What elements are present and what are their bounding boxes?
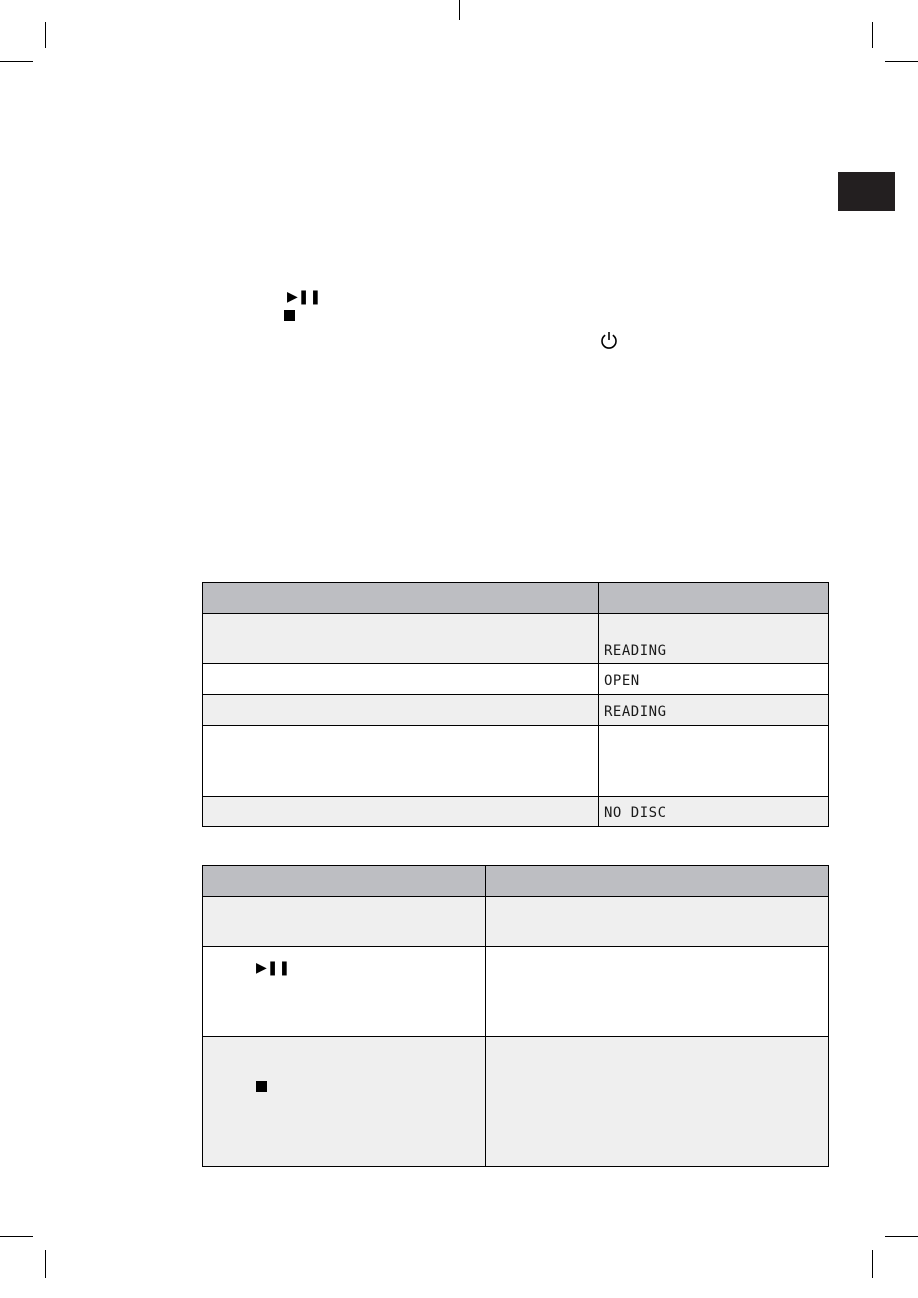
table-row — [203, 897, 829, 947]
table-row — [203, 947, 829, 1037]
stop-icon — [256, 1081, 267, 1092]
crop-mark — [0, 61, 33, 62]
table-row — [203, 726, 829, 797]
table-cell — [203, 726, 599, 797]
table-row — [203, 797, 829, 827]
crop-mark — [885, 1236, 918, 1237]
table-cell — [599, 726, 829, 797]
status-table — [202, 582, 829, 827]
power-icon — [599, 330, 619, 350]
table-row — [203, 614, 829, 664]
table-cell — [203, 664, 599, 695]
display-readout: READING — [604, 643, 667, 659]
table-cell — [599, 614, 829, 664]
table-row — [203, 664, 829, 695]
table-cell — [599, 664, 829, 695]
table-cell — [203, 695, 599, 726]
table-header-row — [203, 866, 829, 897]
table-cell — [599, 695, 829, 726]
play-pause-icon: ▶❚❚ — [256, 960, 291, 976]
crop-mark — [45, 22, 46, 48]
table-cell — [203, 1037, 486, 1167]
stop-icon — [284, 310, 295, 321]
table-cell — [486, 897, 829, 947]
fold-mark — [459, 0, 460, 20]
display-readout: OPEN — [604, 672, 640, 689]
crop-mark — [45, 1250, 46, 1278]
table-cell — [203, 797, 599, 827]
table-header-row — [203, 583, 829, 614]
section-tab-marker — [838, 172, 895, 211]
crop-mark — [0, 1236, 33, 1237]
table-cell — [203, 947, 486, 1037]
table-cell — [203, 614, 599, 664]
table-cell — [486, 1037, 829, 1167]
display-readout: NO DISC — [604, 805, 667, 821]
table-header-cell — [203, 866, 486, 897]
table-cell — [203, 897, 486, 947]
crop-mark — [872, 22, 873, 48]
table-row — [203, 695, 829, 726]
crop-mark — [872, 1250, 873, 1278]
table-row — [203, 1037, 829, 1167]
table-header-cell — [486, 866, 829, 897]
table-cell — [486, 947, 829, 1037]
table-cell — [599, 797, 829, 827]
table-header-cell — [599, 583, 829, 614]
operation-table — [202, 865, 829, 1167]
table-header-cell — [203, 583, 599, 614]
crop-mark — [885, 61, 918, 62]
display-readout: READING — [604, 703, 667, 720]
play-pause-icon: ▶❚❚ — [287, 289, 322, 305]
